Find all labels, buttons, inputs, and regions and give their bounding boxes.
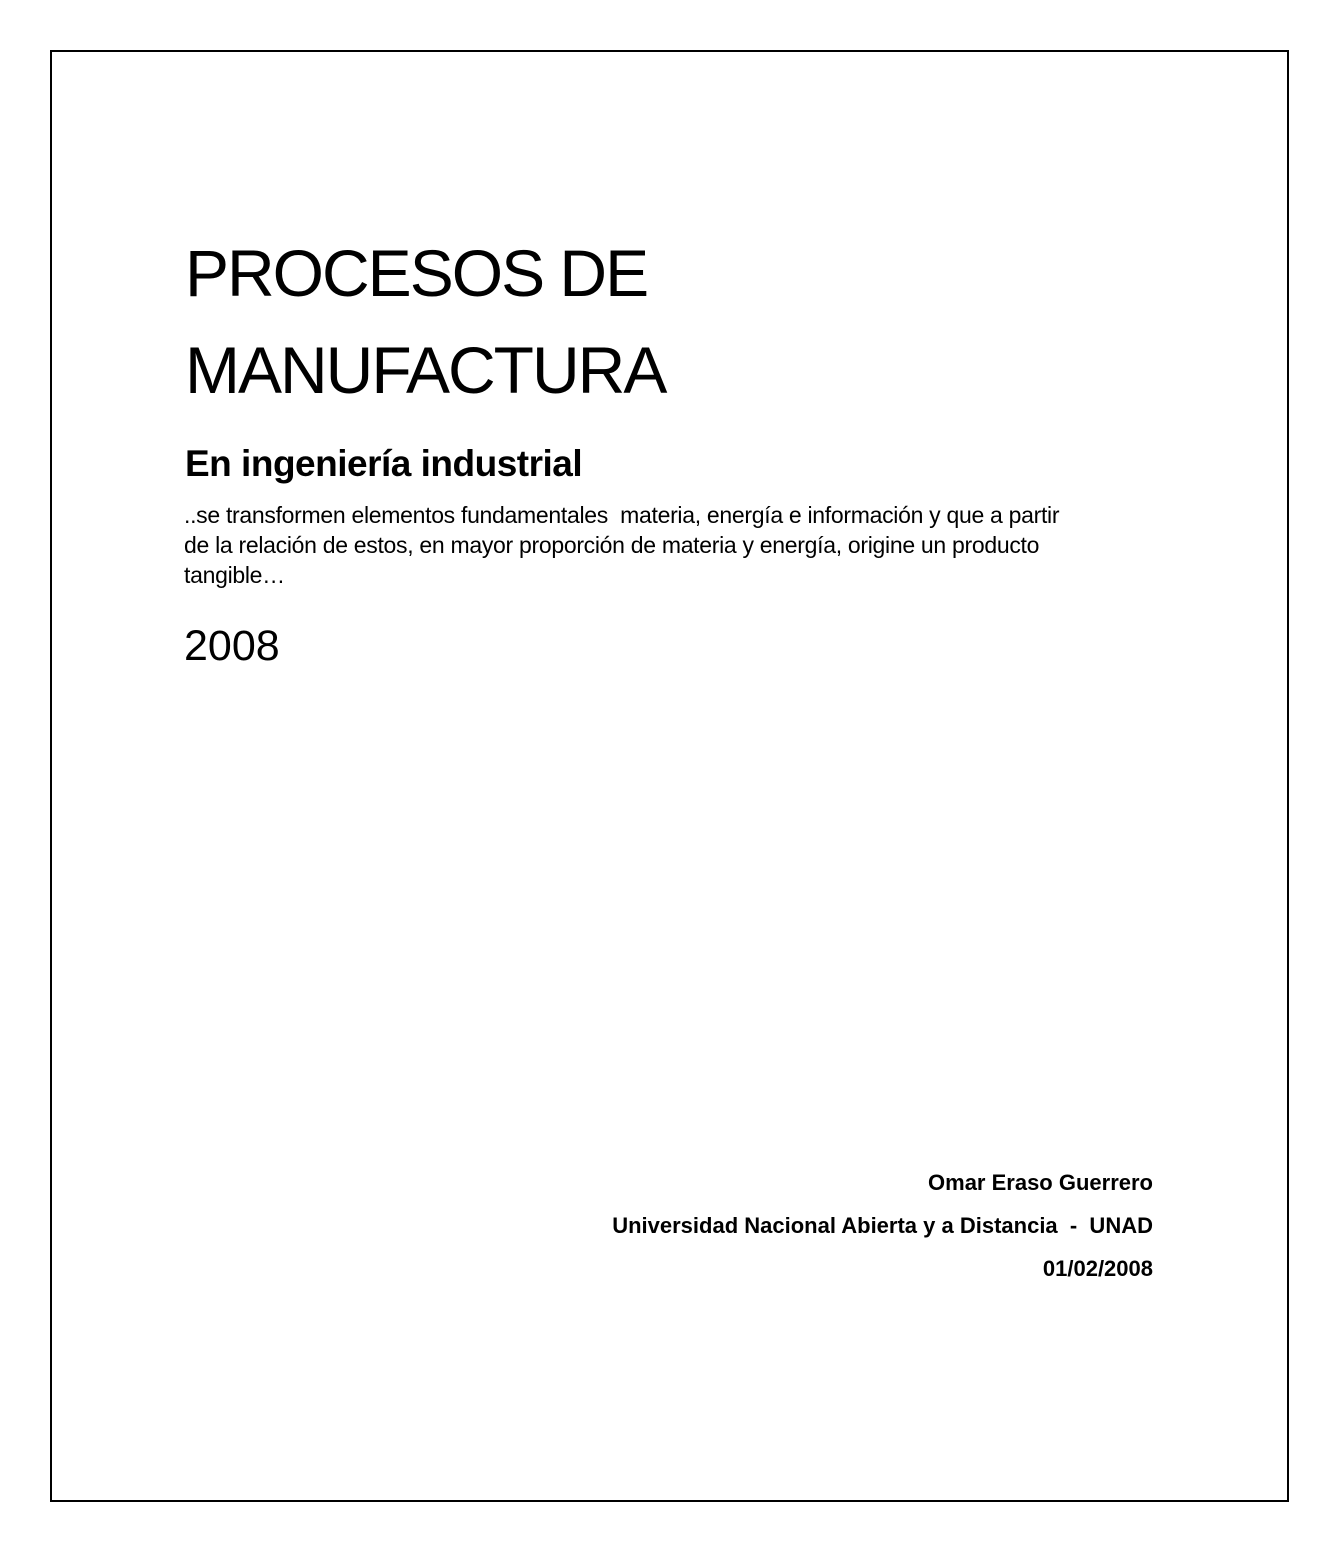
author-name: Omar Eraso Guerrero [928, 1170, 1153, 1195]
document-year: 2008 [184, 622, 280, 670]
document-subtitle: En ingeniería industrial [185, 442, 583, 484]
institution-name: Universidad Nacional Abierta y a Distancia - UNAD [612, 1213, 1153, 1238]
excerpt-line-1: ..se transformen elementos fundamentales materia, energía e información y que a partir [184, 502, 1060, 528]
document-title [185, 225, 665, 419]
document-date: 01/02/2008 [1042, 1256, 1153, 1281]
document-credits [612, 1161, 1153, 1290]
excerpt-line-2: de la relación de estos, en mayor proporción de materia y energía, origine un producto [184, 532, 1040, 558]
document-excerpt [184, 500, 1059, 590]
document-title-line-2: MANUFACTURA [185, 333, 666, 408]
excerpt-line-3: tangible… [184, 562, 285, 588]
document-title-line-1: PROCESOS DE [185, 236, 648, 311]
